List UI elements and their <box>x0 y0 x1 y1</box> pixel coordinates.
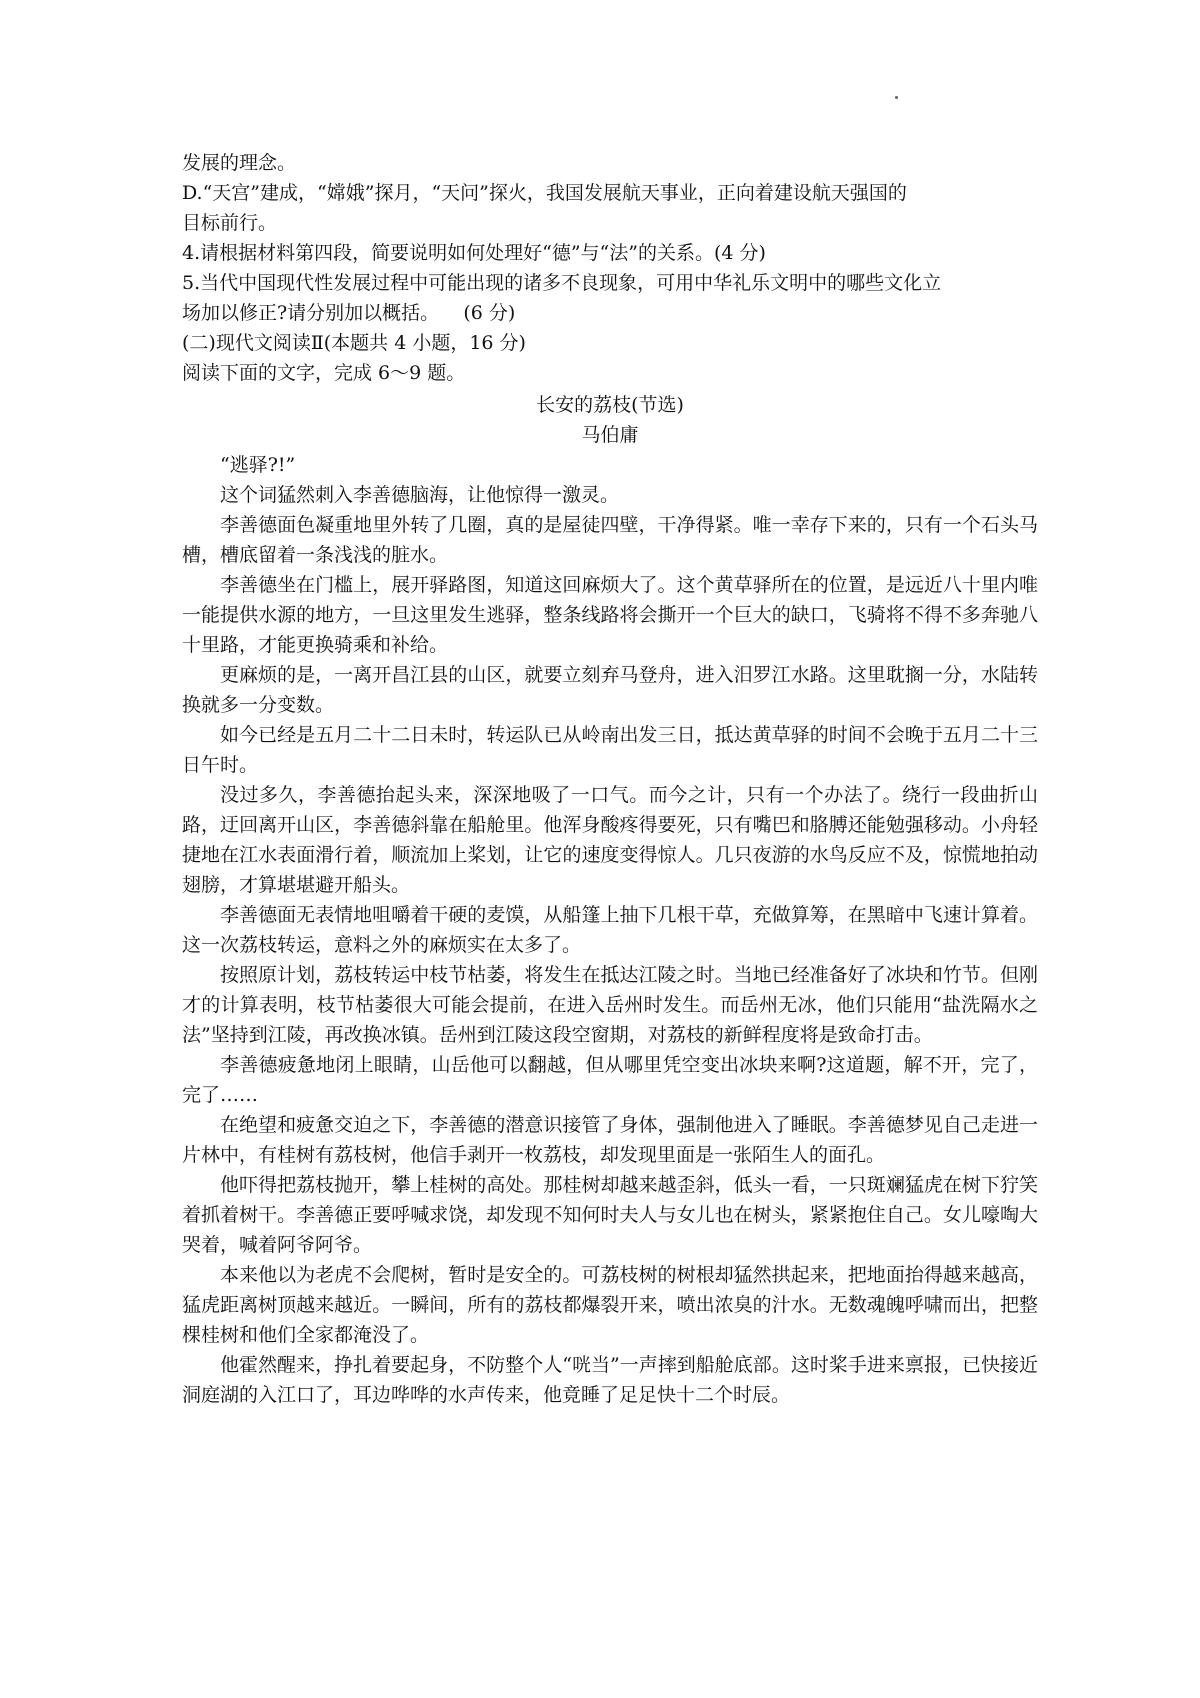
article-paragraph: 他霍然醒来，挣扎着要起身，不防整个人“咣当”一声摔到船舱底部。这时桨手进来禀报，已快接近洞庭湖的入江口了，耳边哗哗的水声传来，他竟睡了足足快十二个时辰。 <box>182 1354 1038 1406</box>
article-paragraph: 他吓得把荔枝抛开，攀上桂树的高处。那桂树却越来越歪斜，低头一看，一只斑斓猛虎在树下狞笑着抓着树干。李善德正要呼喊求饶，却发现不知何时夫人与女儿也在树头，紧紧抱住自己。女儿嚎啕大哭着，喊着阿爷阿爷。 <box>182 1174 1038 1256</box>
article-paragraph: 没过多久，李善德抬起头来，深深地吸了一口气。而今之计，只有一个办法了。绕行一段曲折山路，迂回离开山区，李善德斜靠在船舱里。他浑身酸疼得要死，只有嘴巴和胳膊还能勉强移动。小舟轻捷地在江水表面滑行着，顺流加上桨划，让它的速度变得惊人。几只夜游的水鸟反应不及，惊慌地拍动翅膀，才算堪堪避开船头。 <box>182 784 1038 896</box>
instruction: 阅读下面的文字，完成 6～9 题。 <box>182 362 466 384</box>
scan-speck <box>895 96 898 99</box>
section-heading: (二)现代文阅读Ⅱ(本题共 4 小题，16 分) <box>182 332 526 354</box>
article-title: 长安的荔枝(节选) <box>536 394 684 416</box>
article-paragraph: 李善德坐在门槛上，展开驿路图，知道这回麻烦大了。这个黄草驿所在的位置，是远近八十里内唯一能提供水源的地方，一旦这里发生逃驿，整条线路将会撕开一个巨大的缺口，飞骑将不得不多奔驰八十里路，才能更换骑乘和补给。 <box>182 574 1038 656</box>
article-paragraph: 本来他以为老虎不会爬树，暂时是安全的。可荔枝树的树根却猛然拱起来，把地面抬得越来越高，猛虎距离树顶越来越近。一瞬间，所有的荔枝都爆裂开来，喷出浓臭的汁水。无数魂魄呼啸而出，把整棵桂树和他们全家都淹没了。 <box>182 1264 1038 1346</box>
q3-tail: 发展的理念。 <box>182 152 297 174</box>
article-paragraph: 按照原计划，荔枝转运中枝节枯萎，将发生在抵达江陵之时。当地已经准备好了冰块和竹节。但刚才的计算表明，枝节枯萎很大可能会提前，在进入岳州时发生。而岳州无冰，他们只能用“盐洗隔水之法”坚持到江陵，再改换冰镇。岳州到江陵这段空窗期，对荔枝的新鲜程度将是致命打击。 <box>182 964 1038 1046</box>
article-paragraph: 如今已经是五月二十二日未时，转运队已从岭南出发三日，抵达黄草驿的时间不会晚于五月二十三日午时。 <box>182 724 1038 776</box>
article-paragraph: “逃驿?!” <box>220 454 296 476</box>
option-d-line-2: 目标前行。 <box>182 212 278 234</box>
article-paragraph: 这个词猛然刺入李善德脑海，让他惊得一激灵。 <box>220 484 620 506</box>
article-paragraph: 在绝望和疲惫交迫之下，李善德的潜意识接管了身体，强制他进入了睡眠。李善德梦见自己走进一片林中，有桂树有荔枝树，他信手剥开一枚荔枝，却发现里面是一张陌生人的面孔。 <box>182 1114 1038 1166</box>
article-paragraph: 李善德面色凝重地里外转了几圈，真的是屋徒四壁，干净得紧。唯一幸存下来的，只有一个石头马槽，槽底留着一条浅浅的脏水。 <box>182 514 1038 566</box>
option-d-line-1: D.“天宫”建成，“嫦娥”探月，“天问”探火，我国发展航天事业，正向着建设航天强国的 <box>182 182 907 204</box>
article-author: 马伯庸 <box>581 424 639 446</box>
article-paragraph: 李善德面无表情地咀嚼着干硬的麦馍，从船篷上抽下几根干草，充做算筹，在黑暗中飞速计算着。这一次荔枝转运，意料之外的麻烦实在太多了。 <box>182 904 1038 956</box>
article-paragraph: 李善德疲惫地闭上眼睛，山岳他可以翻越，但从哪里凭空变出冰块来啊?这道题，解不开，完了，完了…… <box>182 1054 1038 1106</box>
article-paragraph: 更麻烦的是，一离开昌江县的山区，就要立刻弃马登舟，进入汨罗江水路。这里耽搁一分，水陆转换就多一分变数。 <box>182 664 1038 716</box>
question-5-line-2: 场加以修正?请分别加以概括。 (6 分) <box>182 302 516 324</box>
article-header <box>182 390 1038 450</box>
exam-page <box>182 148 1038 1410</box>
question-4: 4.请根据材料第四段，简要说明如何处理好“德”与“法”的关系。(4 分) <box>182 242 766 264</box>
question-5-line-1: 5.当代中国现代性发展过程中可能出现的诸多不良现象，可用中华礼乐文明中的哪些文化立 <box>182 272 942 294</box>
